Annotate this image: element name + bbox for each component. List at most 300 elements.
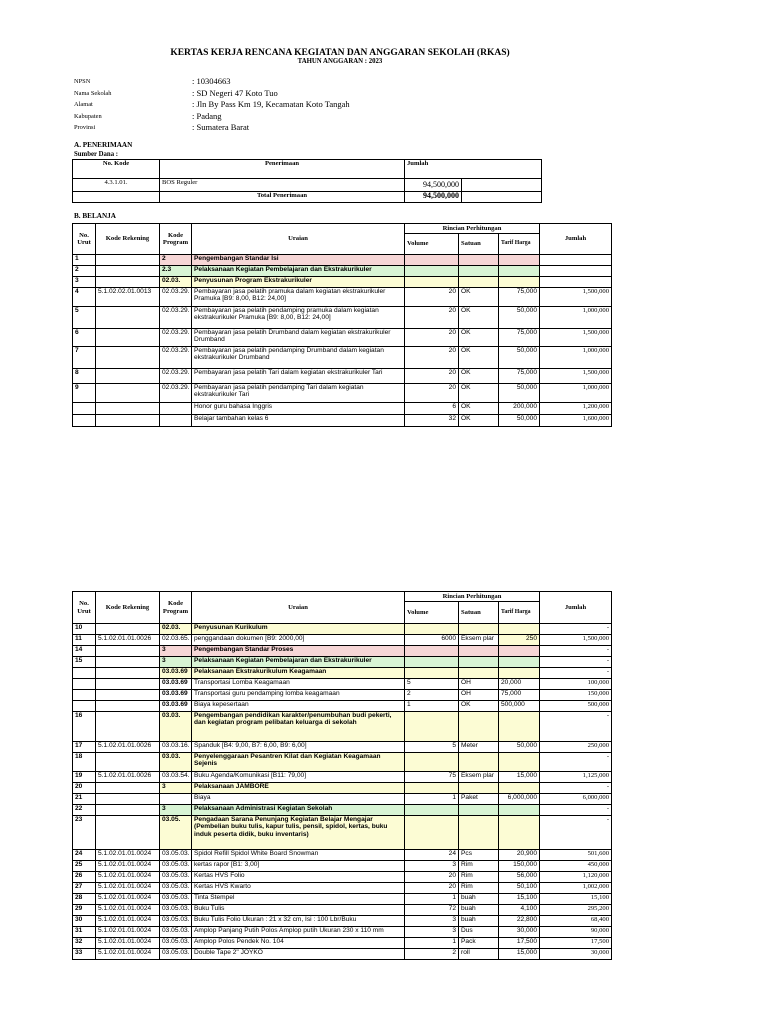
row-satuan — [459, 783, 499, 794]
row-volume — [405, 712, 459, 742]
info-label: Kabupaten — [74, 112, 102, 120]
info-value: : 10304663 — [192, 76, 231, 86]
header-kode-rekening: Kode Rekening — [96, 224, 160, 255]
row-volume: 20 — [405, 288, 459, 307]
row-no: 19 — [73, 772, 96, 783]
row-kode-program: 03.03.69 — [160, 690, 192, 701]
row-kode-rekening — [96, 369, 160, 384]
row-satuan: Eksem plar — [459, 772, 499, 783]
row-tarif — [499, 646, 540, 657]
row-tarif: 50,000 — [499, 347, 540, 369]
row-kode-program: 03.05.03. — [160, 883, 192, 894]
row-satuan: OH — [459, 690, 499, 701]
row-volume: 1 — [405, 701, 459, 712]
row-uraian: Buku Tulis — [192, 905, 405, 916]
row-kode-rekening — [96, 816, 160, 850]
row-kode-program: 03.03. — [160, 753, 192, 772]
row-satuan: OK — [459, 403, 499, 415]
row-jumlah: 17,500 — [540, 938, 612, 949]
header-jumlah: Jumlah — [540, 224, 612, 255]
row-satuan — [459, 255, 499, 266]
row-kode-program: 03.03.69 — [160, 701, 192, 712]
row-tarif: 4,100 — [499, 905, 540, 916]
row-jumlah: 1,000,000 — [540, 347, 612, 369]
row-tarif — [499, 624, 540, 635]
row-uraian: Tinta Stempel — [192, 894, 405, 905]
table-row — [73, 916, 612, 927]
row-uraian: Penyelenggaraan Pesantren Kilat dan Kegiatan Keagamaan Sejenis — [192, 753, 405, 772]
row-jumlah: - — [540, 753, 612, 772]
row-jumlah: - — [540, 712, 612, 742]
table-row — [73, 816, 612, 850]
row-uraian: Pelaksanaan Kegiatan Pembelajaran dan Ekstrakurikuler — [192, 266, 405, 277]
row-jumlah: 500,000 — [540, 701, 612, 712]
row-no: 21 — [73, 794, 96, 805]
info-row — [74, 111, 350, 123]
info-label: NPSN — [74, 78, 91, 85]
row-uraian: Honor guru bahasa Inggris — [192, 403, 405, 415]
row-no: 17 — [73, 742, 96, 753]
document-title: KERTAS KERJA RENCANA KEGIATAN DAN ANGGARAN SEKOLAH (RKAS) — [170, 48, 510, 58]
row-volume — [405, 657, 459, 668]
row-jumlah — [540, 266, 612, 277]
row-kode-rekening: 5.1.02.01.01.0024 — [96, 905, 160, 916]
row-kode-program — [160, 415, 192, 427]
table-row — [73, 861, 612, 872]
row-kode-rekening — [96, 690, 160, 701]
row-tarif: 15,100 — [499, 894, 540, 905]
table-row — [73, 742, 612, 753]
row-kode-program: 03.03.69 — [160, 679, 192, 690]
row-satuan: roll — [459, 949, 499, 960]
row-kode-rekening — [96, 403, 160, 415]
header-rincian: Rincian Perhitungan — [405, 592, 540, 602]
row-kode-program: 02.03.29. — [160, 288, 192, 307]
header-kode-program: Kode Program — [160, 224, 192, 255]
header-jumlah: Jumlah — [540, 592, 612, 624]
header-tarif: Tarif Harga — [499, 602, 540, 624]
info-label: Nama Sekolah — [74, 89, 112, 97]
row-no: 33 — [73, 949, 96, 960]
table-row — [73, 668, 612, 679]
section-penerimaan-heading: A. PENERIMAAN — [74, 141, 133, 149]
row-tarif: 50,000 — [499, 307, 540, 329]
row-satuan — [459, 657, 499, 668]
row-uraian: Biaya kepesertaan — [192, 701, 405, 712]
row-volume: 5 — [405, 742, 459, 753]
row-kode-program: 02.03.29. — [160, 329, 192, 347]
row-volume: 3 — [405, 916, 459, 927]
table-row — [73, 938, 612, 949]
row-jumlah — [540, 277, 612, 288]
info-row — [74, 122, 350, 134]
row-kode-rekening: 5.1.02.01.01.0024 — [96, 927, 160, 938]
row-tarif: 6,000,000 — [499, 794, 540, 805]
row-no: 32 — [73, 938, 96, 949]
row-tarif: 75,000 — [499, 369, 540, 384]
row-kode-rekening — [96, 307, 160, 329]
row-volume: 3 — [405, 861, 459, 872]
row-tarif: 75,000 — [499, 690, 540, 701]
row-tarif: 200,000 — [499, 403, 540, 415]
row-uraian: Belajar tambahan kelas 6 — [192, 415, 405, 427]
table-row — [73, 266, 612, 277]
row-uraian: Pengembangan pendidikan karakter/penumbuhan budi pekerti, dan kegiatan program pelibatan keluarga di sekolah — [192, 712, 405, 742]
row-uraian: Double Tape 2" JOYKO — [192, 949, 405, 960]
row-satuan: OK — [459, 384, 499, 403]
info-value: : Sumatera Barat — [192, 122, 250, 132]
row-no: 31 — [73, 927, 96, 938]
row-satuan: Meter — [459, 742, 499, 753]
row-jumlah: - — [540, 805, 612, 816]
row-volume — [405, 753, 459, 772]
row-uraian: Pengembangan Standar Isi — [192, 255, 405, 266]
row-tarif — [499, 712, 540, 742]
row-uraian: Pelaksanaan Ekstrakurikulum Keagamaan — [192, 668, 405, 679]
row-kode-program: 03.03.69 — [160, 668, 192, 679]
row-satuan — [459, 646, 499, 657]
row-no: 1 — [73, 255, 96, 266]
document-subtitle: TAHUN ANGGARAN : 2023 — [297, 58, 383, 65]
row-kode-rekening: 5.1.02.01.01.0024 — [96, 872, 160, 883]
row-volume: 6000 — [405, 635, 459, 646]
row-jumlah: 1,000,000 — [540, 384, 612, 403]
row-no — [73, 415, 96, 427]
row-volume: 32 — [405, 415, 459, 427]
row-uraian: Spanduk [B4: 9,00, B7: 6,00, B9: 6,00] — [192, 742, 405, 753]
row-satuan: Pcs — [459, 850, 499, 861]
table-row — [73, 679, 612, 690]
header-kode-rekening: Kode Rekening — [96, 592, 160, 624]
row-tarif: 150,000 — [499, 861, 540, 872]
row-uraian: Pembayaran jasa pelatih Tari dalam kegiatan ekstrakurikuler Tari — [192, 369, 405, 384]
row-volume — [405, 668, 459, 679]
penerimaan-nama: BOS Reguler — [160, 179, 405, 192]
row-jumlah: - — [540, 668, 612, 679]
header-satuan: Satuan — [459, 234, 499, 255]
row-satuan: OK — [459, 701, 499, 712]
row-jumlah: 1,500,000 — [540, 369, 612, 384]
row-kode-rekening: 5.1.02.01.01.0026 — [96, 635, 160, 646]
row-tarif — [499, 657, 540, 668]
row-jumlah: 90,000 — [540, 927, 612, 938]
header-satuan: Satuan — [459, 602, 499, 624]
row-kode-program: 03.03. — [160, 712, 192, 742]
row-volume — [405, 646, 459, 657]
row-uraian: Pengadaan Sarana Penunjang Kegiatan Belajar Mengajar (Pembelian buku tulis, kapur tulis, pensil, spidol, kertas, buku induk peserta didik, buku inventaris) — [192, 816, 405, 850]
row-satuan: OK — [459, 415, 499, 427]
row-no: 2 — [73, 266, 96, 277]
info-label: Alamat — [74, 101, 93, 108]
info-row — [74, 99, 350, 111]
row-tarif: 20,900 — [499, 850, 540, 861]
table-row — [73, 415, 612, 427]
row-no — [73, 690, 96, 701]
table-row — [73, 403, 612, 415]
row-no: 23 — [73, 816, 96, 850]
row-no: 15 — [73, 657, 96, 668]
row-no: 8 — [73, 369, 96, 384]
info-value: : Padang — [192, 110, 222, 121]
row-kode-rekening — [96, 783, 160, 794]
table-row — [73, 347, 612, 369]
row-jumlah: 295,200 — [540, 905, 612, 916]
row-kode-rekening: 5.1.02.01.01.0024 — [96, 916, 160, 927]
row-kode-rekening: 5.1.02.01.01.0024 — [96, 861, 160, 872]
row-jumlah: 1,500,000 — [540, 288, 612, 307]
row-uraian: Transportasi guru pendamping lomba keagamaan — [192, 690, 405, 701]
row-uraian: Pelaksanaan JAMBORE — [192, 783, 405, 794]
row-satuan — [459, 805, 499, 816]
row-kode-program: 03.05.03. — [160, 850, 192, 861]
row-jumlah: 250,000 — [540, 742, 612, 753]
table-row — [73, 927, 612, 938]
row-jumlah: - — [540, 624, 612, 635]
row-kode-program: 3 — [160, 657, 192, 668]
row-volume: 1 — [405, 794, 459, 805]
info-value: : SD Negeri 47 Koto Tuo — [192, 87, 278, 98]
row-uraian: Pengembangan Standar Proses — [192, 646, 405, 657]
row-jumlah: 1,002,000 — [540, 883, 612, 894]
row-uraian: Kertas HVS Folio — [192, 872, 405, 883]
row-satuan: OK — [459, 288, 499, 307]
row-tarif: 75,000 — [499, 329, 540, 347]
sumber-dana-label: Sumber Dana : — [74, 151, 119, 158]
row-no: 20 — [73, 783, 96, 794]
row-satuan: OK — [459, 369, 499, 384]
row-volume: 5 — [405, 679, 459, 690]
row-uraian: Kertas HVS Kwarto — [192, 883, 405, 894]
header-rincian: Rincian Perhitungan — [405, 224, 540, 234]
row-satuan — [459, 266, 499, 277]
row-volume: 72 — [405, 905, 459, 916]
row-jumlah — [540, 255, 612, 266]
row-satuan: buah — [459, 905, 499, 916]
row-kode-rekening — [96, 668, 160, 679]
row-tarif — [499, 783, 540, 794]
table-row — [73, 894, 612, 905]
row-no: 18 — [73, 753, 96, 772]
row-uraian: Biaya — [192, 794, 405, 805]
row-jumlah: 68,400 — [540, 916, 612, 927]
row-tarif: 15,000 — [499, 949, 540, 960]
table-row — [73, 701, 612, 712]
row-kode-rekening: 5.1.02.01.01.0024 — [96, 850, 160, 861]
row-tarif: 22,800 — [499, 916, 540, 927]
row-kode-program: 3 — [160, 805, 192, 816]
row-kode-program: 02.03.29. — [160, 369, 192, 384]
row-jumlah: 1,600,000 — [540, 415, 612, 427]
row-kode-rekening — [96, 805, 160, 816]
row-satuan: OK — [459, 307, 499, 329]
table-row — [73, 712, 612, 742]
row-volume: 6 — [405, 403, 459, 415]
row-kode-program — [160, 403, 192, 415]
row-kode-rekening: 5.1.02.01.01.0024 — [96, 938, 160, 949]
row-satuan: Rim — [459, 872, 499, 883]
row-kode-program: 03.03.54. — [160, 772, 192, 783]
row-jumlah: 30,000 — [540, 949, 612, 960]
row-volume — [405, 277, 459, 288]
section-belanja-heading: B. BELANJA — [74, 212, 116, 220]
row-volume: 3 — [405, 927, 459, 938]
header-no-urut: No. Urut — [73, 224, 96, 255]
row-uraian: Pelaksanaan Administrasi Kegiatan Sekolah — [192, 805, 405, 816]
row-uraian: Pembayaran jasa pelatih pendamping Drumband dalam kegiatan ekstrakurikuler Drumband — [192, 347, 405, 369]
row-uraian: Buku Tulis Folio Ukuran : 21 x 32 cm, Isi : 100 Lbr/Buku — [192, 916, 405, 927]
row-kode-rekening — [96, 266, 160, 277]
row-jumlah: - — [540, 657, 612, 668]
row-kode-rekening — [96, 712, 160, 742]
header-volume: Volume — [405, 234, 459, 255]
row-kode-rekening — [96, 329, 160, 347]
table-row — [73, 783, 612, 794]
row-kode-rekening — [96, 679, 160, 690]
row-no — [73, 701, 96, 712]
row-volume: 20 — [405, 872, 459, 883]
header-kode-program: Kode Program — [160, 592, 192, 624]
row-no: 16 — [73, 712, 96, 742]
row-jumlah: - — [540, 646, 612, 657]
row-satuan: Eksem plar — [459, 635, 499, 646]
row-jumlah: - — [540, 816, 612, 850]
row-kode-program: 03.05.03. — [160, 861, 192, 872]
row-tarif: 75,000 — [499, 288, 540, 307]
info-row — [74, 88, 350, 100]
row-kode-program: 3 — [160, 783, 192, 794]
row-jumlah: 100,000 — [540, 679, 612, 690]
row-satuan: OK — [459, 347, 499, 369]
table-row — [73, 905, 612, 916]
row-volume — [405, 624, 459, 635]
header-no-kode: No. Kode — [73, 160, 160, 179]
row-kode-rekening: 5.1.02.01.01.0024 — [96, 949, 160, 960]
row-uraian: Amplop Polos Pendek No. 104 — [192, 938, 405, 949]
row-satuan: Pack — [459, 938, 499, 949]
row-jumlah: 1,500,000 — [540, 635, 612, 646]
row-uraian: kertas rapor [B1: 3,00] — [192, 861, 405, 872]
row-no: 10 — [73, 624, 96, 635]
row-kode-program: 03.05.03. — [160, 894, 192, 905]
belanja-table-2 — [72, 591, 612, 960]
row-kode-rekening — [96, 646, 160, 657]
row-no — [73, 679, 96, 690]
table-row — [73, 805, 612, 816]
row-volume: 1 — [405, 894, 459, 905]
row-satuan: Dus — [459, 927, 499, 938]
total-penerimaan-value: 94,500,000 — [405, 192, 462, 203]
row-satuan — [459, 277, 499, 288]
row-no — [73, 668, 96, 679]
row-no: 3 — [73, 277, 96, 288]
school-info — [74, 76, 350, 134]
row-jumlah: 6,000,000 — [540, 794, 612, 805]
row-kode-program: 2.3 — [160, 266, 192, 277]
row-satuan — [459, 712, 499, 742]
row-kode-rekening: 5.1.02.01.01.0026 — [96, 742, 160, 753]
row-uraian: Transportasi Lomba Keagamaan — [192, 679, 405, 690]
table-row — [73, 872, 612, 883]
row-jumlah: 1,000,000 — [540, 307, 612, 329]
row-jumlah: 150,000 — [540, 690, 612, 701]
row-volume — [405, 266, 459, 277]
row-kode-rekening — [96, 753, 160, 772]
row-kode-rekening: 5.1.02.01.01.0024 — [96, 894, 160, 905]
row-no: 29 — [73, 905, 96, 916]
row-no: 9 — [73, 384, 96, 403]
header-jumlah: Jumlah — [405, 160, 542, 179]
row-no: 22 — [73, 805, 96, 816]
row-tarif — [499, 255, 540, 266]
row-tarif: 17,500 — [499, 938, 540, 949]
row-kode-program: 3 — [160, 646, 192, 657]
row-jumlah: 501,600 — [540, 850, 612, 861]
row-jumlah: 1,120,000 — [540, 872, 612, 883]
row-tarif: 56,000 — [499, 872, 540, 883]
row-satuan — [459, 624, 499, 635]
row-kode-rekening — [96, 624, 160, 635]
belanja-table-1 — [72, 223, 612, 427]
row-kode-rekening — [96, 384, 160, 403]
row-volume: 20 — [405, 883, 459, 894]
row-volume: 2 — [405, 690, 459, 701]
row-volume: 20 — [405, 384, 459, 403]
row-satuan: Rim — [459, 883, 499, 894]
row-volume: 24 — [405, 850, 459, 861]
row-tarif: 50,000 — [499, 415, 540, 427]
row-kode-rekening: 5.1.02.01.01.0026 — [96, 772, 160, 783]
penerimaan-table — [72, 159, 542, 203]
row-uraian: Penyusunan Program Ekstrakurikuler — [192, 277, 405, 288]
row-tarif — [499, 805, 540, 816]
row-uraian: Spidol Refill Spidol White Board Snowman — [192, 850, 405, 861]
row-volume — [405, 255, 459, 266]
info-row — [74, 76, 350, 88]
header-no-urut: No. Urut — [73, 592, 96, 624]
row-kode-program: 02.03.29. — [160, 307, 192, 329]
row-kode-program: 03.05.03. — [160, 949, 192, 960]
row-kode-rekening — [96, 415, 160, 427]
row-tarif — [499, 266, 540, 277]
row-jumlah: 1,125,000 — [540, 772, 612, 783]
row-tarif: 15,000 — [499, 772, 540, 783]
row-volume: 75 — [405, 772, 459, 783]
row-satuan: buah — [459, 894, 499, 905]
row-jumlah: 1,500,000 — [540, 329, 612, 347]
row-jumlah: - — [540, 783, 612, 794]
header-tarif: Tarif Harga — [499, 234, 540, 255]
header-penerimaan: Penerimaan — [160, 160, 405, 179]
row-tarif: 30,000 — [499, 927, 540, 938]
row-kode-rekening: 5.1.02.01.01.0024 — [96, 883, 160, 894]
row-no: 28 — [73, 894, 96, 905]
table-row — [73, 794, 612, 805]
header-uraian: Uraian — [192, 592, 405, 624]
row-uraian: Pembayaran jasa pelatih pramuka dalam kegiatan ekstrakurikuler Pramuka [B9: 8,00, B12: 24,00] — [192, 288, 405, 307]
header-uraian: Uraian — [192, 224, 405, 255]
row-kode-rekening — [96, 277, 160, 288]
row-volume — [405, 783, 459, 794]
row-jumlah: 15,100 — [540, 894, 612, 905]
row-no: 25 — [73, 861, 96, 872]
row-uraian: Pembayaran jasa pelatih Drumband dalam kegiatan ekstrakurikuler Drumband — [192, 329, 405, 347]
row-tarif: 500,000 — [499, 701, 540, 712]
row-satuan — [459, 668, 499, 679]
row-kode-rekening — [96, 255, 160, 266]
table-row — [73, 384, 612, 403]
row-kode-program: 2 — [160, 255, 192, 266]
row-uraian: Pelaksanaan Kegiatan Pembelajaran dan Ekstrakurikuler — [192, 657, 405, 668]
